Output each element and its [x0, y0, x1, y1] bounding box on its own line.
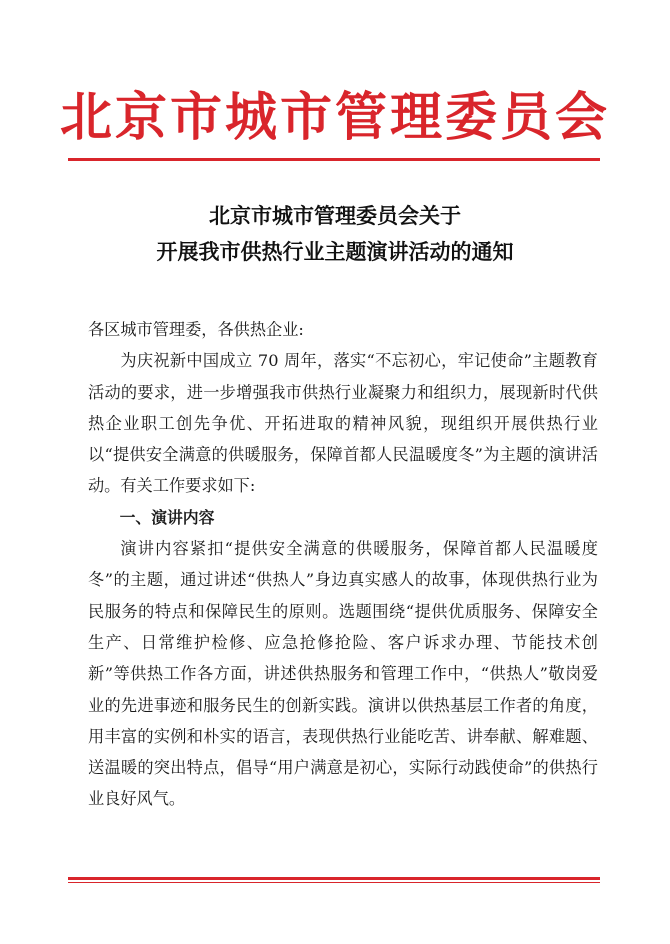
- paragraph-intro: 为庆祝新中国成立 70 周年，落实“不忘初心，牢记使命”主题教育活动的要求，进一步增强我市供热行业凝聚力和组织力，展现新时代供热企业职工创先争优、开拓进取的精神风貌，现组织开展供热行业以“提供安全满意的供暖服务，保障首都人民温暖度冬”为主题的演讲活动。有关工作要求如下:: [88, 351, 598, 496]
- notice-title-line-2: 开展我市供热行业主题演讲活动的通知: [156, 239, 514, 264]
- salutation: 各区城市管理委，各供热企业:: [88, 320, 304, 339]
- paragraph-speech-content: 演讲内容紧扣“提供安全满意的供暖服务，保障首都人民温暖度冬”的主题，通过讲述“供热人”身边真实感人的故事，体现供热行业为民服务的特点和保障民生的原则。选题围绕“提供优质服务、保障安全生产、日常维护检修、应急抢修抢险、客户诉求办理、节能技术创新”等供热工作各方面，讲述供热服务和管理工作中，“供热人”敬岗爱业的先进事迹和服务民生的创新实践。演讲以供热基层工作者的角度，用丰富的实例和朴实的语言，表现供热行业能吃苦、讲奉献、解难题、送温暖的突出特点，倡导“用户满意是初心，实际行动践使命”的供热行业良好风气。: [88, 539, 598, 809]
- section-heading-speech-content: 一、演讲内容: [119, 507, 215, 527]
- notice-title: [0, 198, 670, 270]
- notice-title-line-1: 北京市城市管理委员会关于: [209, 203, 461, 228]
- letterhead-red-rule: [68, 158, 600, 161]
- notice-body: [88, 314, 598, 815]
- footer-red-rule: [68, 877, 600, 880]
- letterhead-org-name: 北京市城市管理委员会: [59, 87, 610, 148]
